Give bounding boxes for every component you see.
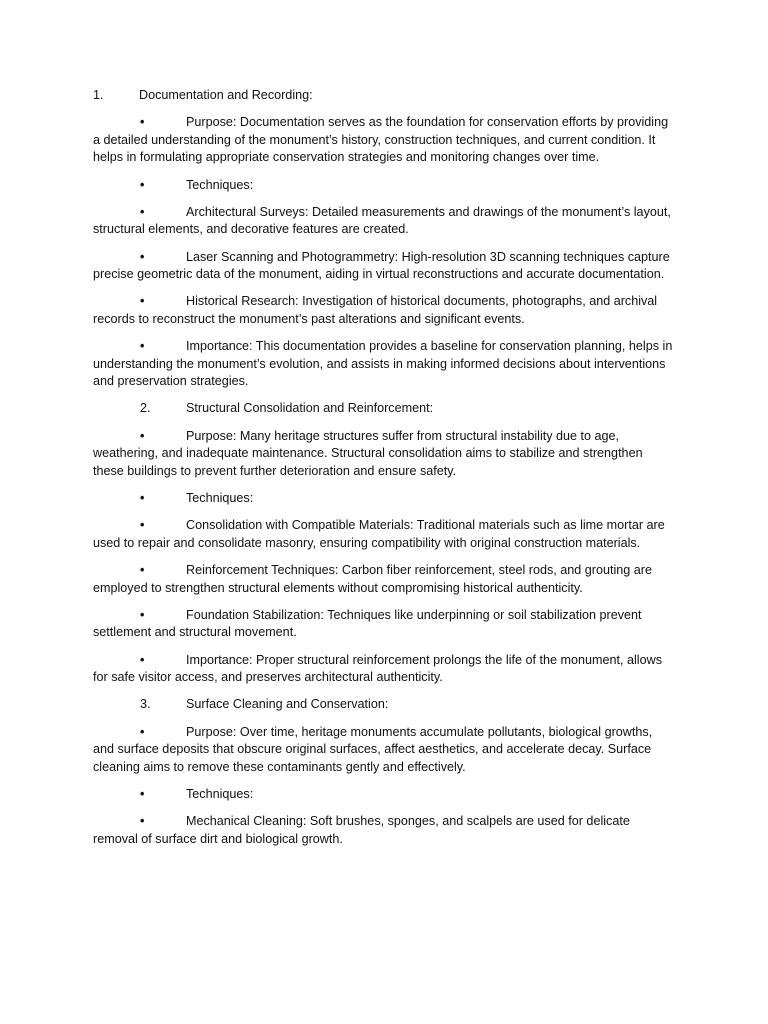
paragraph-text: Purpose: Documentation serves as the foundation for conservation efforts by providing a detailed understanding of the monument’s history, construction techniques, and current condition. It helps in formulating appropriate conservation strategies and monitoring changes over time.	[93, 115, 669, 165]
bullet-marker: •	[140, 518, 145, 533]
bullet-marker: •	[140, 115, 145, 130]
bullet-marker: •	[140, 652, 145, 667]
heading-text: Surface Cleaning and Conservation:	[186, 697, 389, 712]
bullet-marker: •	[140, 724, 145, 739]
bullet-marker: •	[140, 428, 145, 443]
paragraph-text: Foundation Stabilization: Techniques like underpinning or soil stabilization prevent settlement and structural movement.	[93, 607, 642, 640]
paragraph-text: Techniques:	[186, 177, 254, 192]
paragraph-text: Purpose: Many heritage structures suffer from structural instability due to age, weathering, and inadequate maintenance. Structural consolidation aims to stabilize and strengthen these buildings to prevent further deterioration and ensure safety.	[93, 428, 643, 478]
heading-text: Structural Consolidation and Reinforcement:	[186, 401, 434, 416]
section-heading-2	[93, 400, 675, 418]
paragraph-text: Importance: This documentation provides a baseline for conservation planning, helps in understanding the monument’s evolution, and assists in making informed decisions about interventions and preservation strategies.	[93, 339, 673, 389]
heading-text: Documentation and Recording:	[139, 88, 313, 102]
bullet-marker: •	[140, 814, 145, 829]
bullet-marker: •	[140, 177, 145, 192]
paragraph-text: Techniques:	[186, 786, 254, 801]
list-number: 2.	[140, 401, 151, 416]
bullet-paragraph	[93, 517, 675, 552]
bullet-paragraph	[93, 652, 675, 687]
paragraph-text: Historical Research: Investigation of historical documents, photographs, and archival records to reconstruct the monument’s past alterations and significant events.	[93, 294, 658, 326]
list-number: 3.	[140, 697, 151, 712]
paragraph-text: Consolidation with Compatible Materials: Traditional materials such as lime mortar are used to repair and consolidate masonry, ensuring compatibility with original construction materials.	[93, 518, 665, 550]
bullet-paragraph	[93, 428, 675, 481]
bullet-marker: •	[140, 563, 145, 577]
bullet-marker: •	[140, 607, 145, 622]
bullet-paragraph	[93, 562, 675, 597]
paragraph-text: Laser Scanning and Photogrammetry: High-resolution 3D scanning techniques capture precise geometric data of the monument, aiding in virtual reconstructions and accurate documentation.	[93, 249, 670, 282]
bullet-paragraph	[93, 786, 675, 804]
bullet-paragraph	[93, 204, 675, 239]
bullet-marker: •	[140, 786, 145, 801]
list-number: 1.	[93, 88, 104, 102]
bullet-paragraph	[93, 114, 675, 167]
bullet-marker: •	[140, 491, 145, 506]
paragraph-text: Mechanical Cleaning: Soft brushes, sponges, and scalpels are used for delicate removal of surface dirt and biological growth.	[93, 814, 630, 846]
paragraph-text: Importance: Proper structural reinforcement prolongs the life of the monument, allows for safe visitor access, and preserves architectural authenticity.	[93, 652, 662, 685]
bullet-paragraph	[93, 177, 675, 195]
paragraph-text: Purpose: Over time, heritage monuments accumulate pollutants, biological growths, and surface deposits that obscure original surfaces, affect aesthetics, and accelerate decay. Surface cleaning aims to remove these contaminants gently and effectively.	[93, 724, 653, 774]
paragraph-text: Architectural Surveys: Detailed measurements and drawings of the monument’s layout, structural elements, and decorative features are created.	[93, 204, 671, 237]
bullet-marker: •	[140, 339, 145, 354]
section-heading-3	[93, 696, 675, 714]
paragraph-text: Reinforcement Techniques: Carbon fiber reinforcement, steel rods, and grouting are employed to strengthen structural elements without compromising historical authenticity.	[93, 563, 652, 595]
bullet-marker: •	[140, 294, 145, 309]
bullet-paragraph	[93, 607, 675, 642]
bullet-marker: •	[140, 249, 145, 264]
document-body	[93, 87, 675, 858]
paragraph-text: Techniques:	[186, 491, 254, 506]
bullet-paragraph	[93, 338, 675, 391]
section-heading-1	[93, 87, 675, 105]
bullet-paragraph	[93, 724, 675, 777]
bullet-paragraph	[93, 249, 675, 284]
bullet-marker: •	[140, 204, 145, 219]
bullet-paragraph	[93, 293, 675, 328]
bullet-paragraph	[93, 490, 675, 508]
bullet-paragraph	[93, 813, 675, 848]
